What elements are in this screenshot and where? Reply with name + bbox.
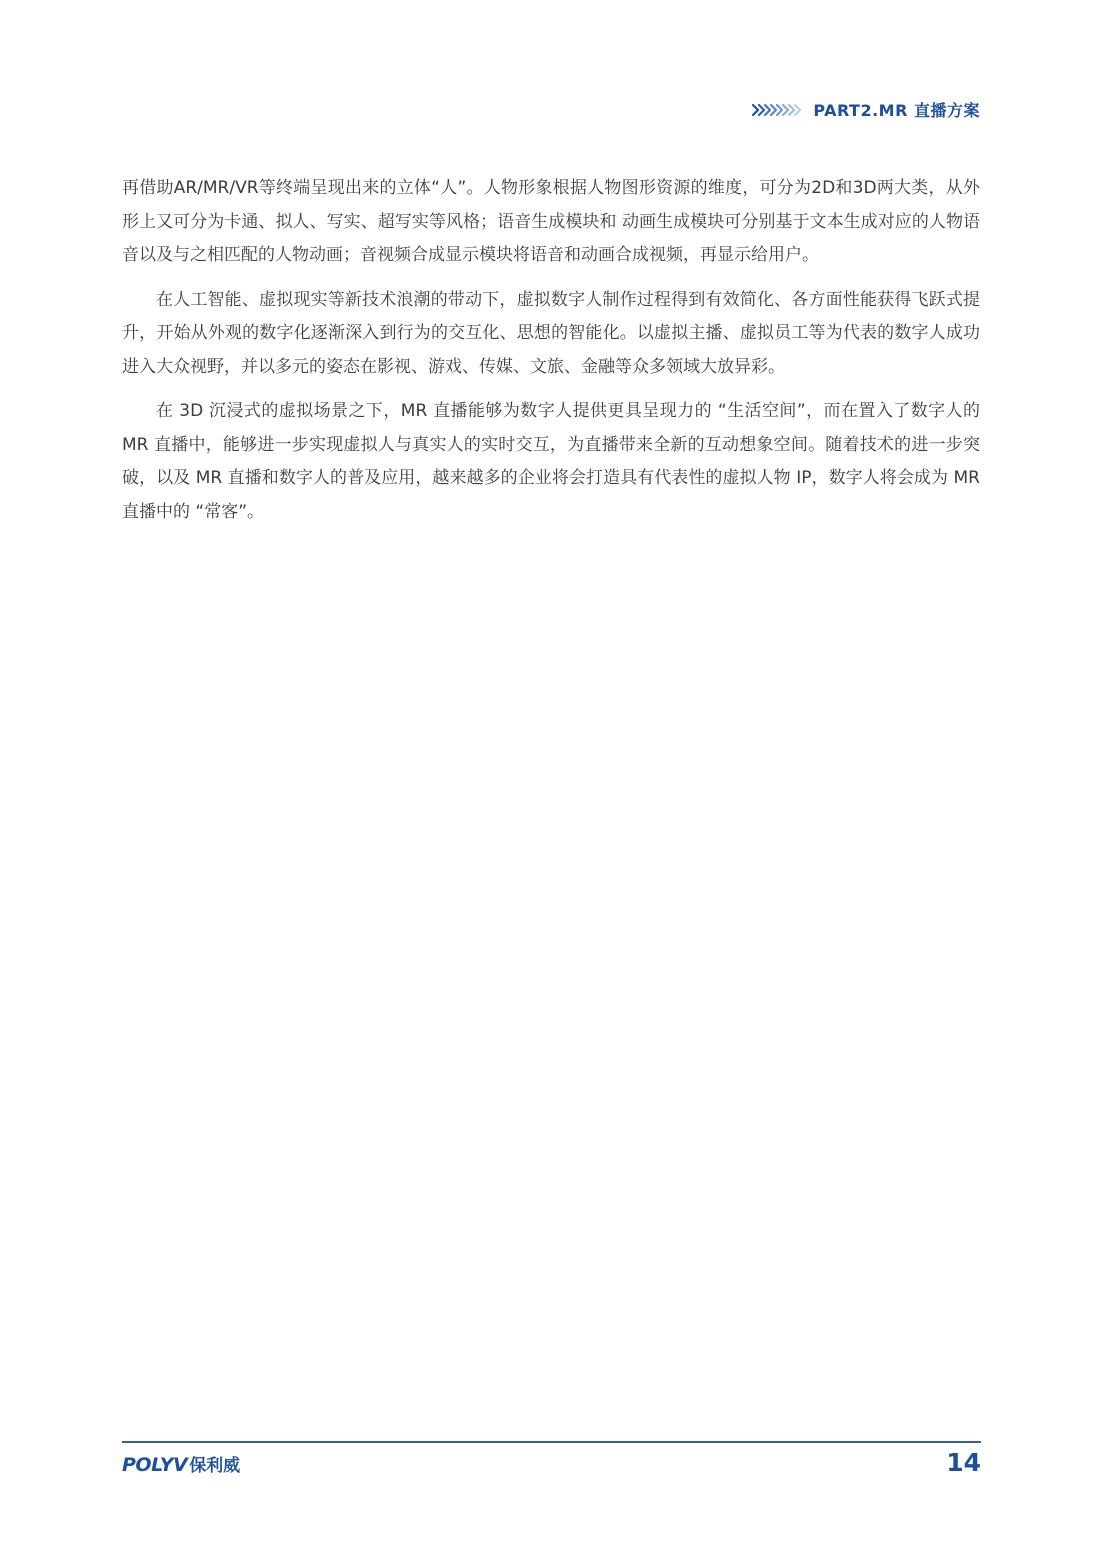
- paragraph-ai-vr: 在人工智能、虚拟现实等新技术浪潮的带动下，虚拟数字人制作过程得到有效简化、各方面性能获得飞跃式提升，开始从外观的数字化逐渐深入到行为的交互化、思想的智能化。以虚拟主播、虚拟员工等为代表的数字人成功进入大众视野，并以多元的姿态在影视、游戏、传媒、文旅、金融等众多领域大放异彩。: [122, 289, 980, 377]
- double-chevron-right-icon: [751, 100, 805, 120]
- body-text: [122, 172, 980, 540]
- logo-latin-text: POLYV: [122, 1454, 188, 1476]
- footer-divider: [122, 1441, 981, 1443]
- paragraph-mr-live: 在 3D 沉浸式的虚拟场景之下，MR 直播能够为数字人提供更具呈现力的 “生活空间”，而在置入了数字人的 MR 直播中，能够进一步实现虚拟人与真实人的实时交互，为直播带来全新的互动想象空间。随着技术的进一步突破，以及 MR 直播和数字人的普及应用，越来越多的企业将会打造具有代表性的虚拟人物 IP，数字人将会成为 MR 直播中的 “常客”。: [122, 401, 980, 522]
- section-title: PART2.MR 直播方案: [813, 101, 980, 120]
- logo-cjk-text: 保利威: [189, 1456, 241, 1476]
- paragraph-continuation: 再借助AR/MR/VR等终端呈现出来的立体“人”。人物形象根据人物图形资源的维度，可分为2D和3D两大类，从外形上又可分为卡通、拟人、写实、超写实等风格；语音生成模块和 动画生成模块可分别基于文本生成对应的人物语音以及与之相匹配的人物动画；音视频合成显示模块将语音和动画合成视频，再显示给用户。: [122, 178, 980, 265]
- page-header: [751, 98, 980, 121]
- polyv-logo: [122, 1451, 240, 1476]
- page-number: 14: [946, 1448, 981, 1477]
